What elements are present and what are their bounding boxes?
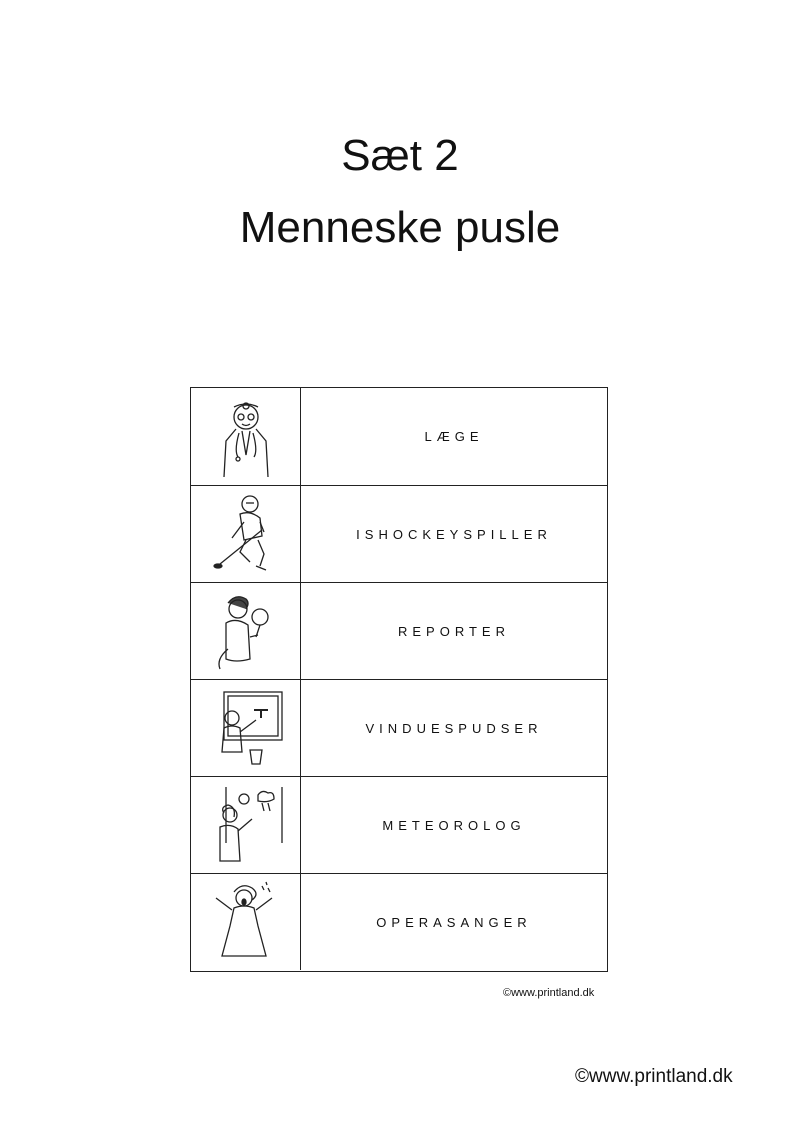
table-copyright: ©www.printland.dk [503, 987, 595, 999]
word-label: ISHOCKEYSPILLER [356, 526, 552, 542]
table-row [191, 679, 607, 776]
page-subtitle: Menneske pusle [239, 203, 561, 252]
word-label: VINDUESPUDSER [365, 720, 543, 736]
picture-cell [191, 680, 301, 776]
picture-cell [191, 777, 301, 873]
page-copyright: ©www.printland.dk [575, 1066, 733, 1087]
table-row [191, 582, 607, 679]
picture-cell [191, 874, 301, 970]
page-title: Sæt 2 [341, 131, 459, 180]
picture-cell [191, 583, 301, 679]
meteorologist-icon [206, 783, 286, 867]
word-label: REPORTER [398, 623, 510, 639]
word-label: METEOROLOG [382, 817, 526, 833]
word-label: LÆGE [424, 429, 484, 444]
table-row [191, 388, 607, 485]
picture-cell [191, 388, 301, 485]
table-row [191, 873, 607, 970]
picture-cell [191, 486, 301, 582]
window-cleaner-icon [206, 686, 286, 770]
table-row [191, 776, 607, 873]
reporter-icon [206, 589, 286, 673]
opera-singer-icon [206, 880, 286, 964]
ice-hockey-player-icon [206, 492, 286, 576]
table-row [191, 485, 607, 582]
doctor-icon [206, 395, 286, 479]
word-picture-table [190, 387, 608, 972]
word-label: OPERASANGER [376, 914, 532, 930]
